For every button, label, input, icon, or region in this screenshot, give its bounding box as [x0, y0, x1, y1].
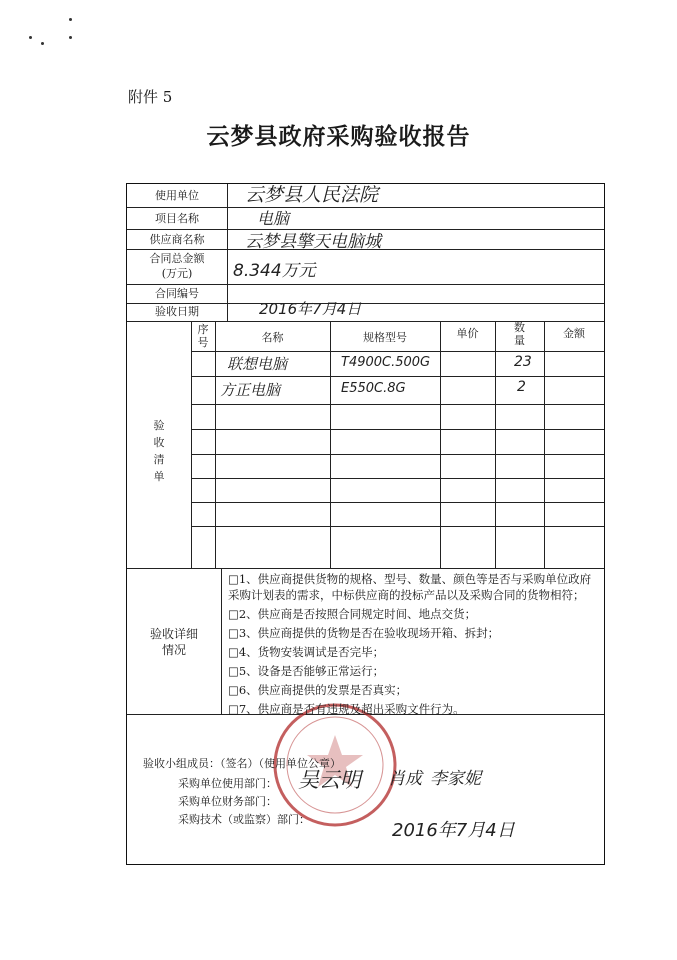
- criterion-7: □7、供应商是否有违规及超出采购文件行为。: [228, 702, 465, 716]
- scan-speck: [69, 36, 72, 39]
- signer-2-signature: 肖成: [388, 769, 422, 789]
- signer-1-signature: 吴云明: [298, 768, 361, 792]
- document-title: 云梦县政府采购验收报告: [206, 123, 471, 150]
- contract-amount-unit-label: (万元): [161, 267, 193, 280]
- signer-3-signature: 李家妮: [430, 769, 481, 789]
- user-unit-label: 使用单位: [155, 189, 199, 202]
- column-header-qty: 数 量: [514, 321, 525, 347]
- criterion-6: □6、供应商提供的发票是否真实；: [228, 683, 408, 697]
- acceptance-date-label: 验收日期: [155, 305, 199, 318]
- signature-date: 2016年7月4日: [392, 820, 515, 841]
- supplier-name-value: 云梦县擎天电脑城: [245, 232, 381, 252]
- dept-use-label: 采购单位使用部门：: [178, 777, 277, 790]
- column-header-amount: 金额: [563, 327, 585, 340]
- user-unit-value: 云梦县人民法院: [245, 184, 379, 206]
- project-name-label: 项目名称: [155, 212, 199, 225]
- row-1-qty: 23: [514, 354, 532, 370]
- members-signature-label: 验收小组成员：（签名）（使用单位公章）: [143, 757, 341, 770]
- column-header-spec: 规格型号: [363, 331, 407, 344]
- scan-speck: [29, 36, 32, 39]
- column-header-unit-price: 单价: [456, 327, 479, 340]
- column-header-name: 名称: [261, 331, 284, 344]
- scan-speck: [41, 42, 44, 45]
- project-name-value: 电脑: [257, 209, 290, 228]
- contract-amount-label: 合同总金额: [149, 252, 205, 265]
- contract-number-label: 合同编号: [155, 287, 199, 300]
- row-2-qty: 2: [517, 379, 526, 395]
- scan-speck: [69, 18, 72, 21]
- row-1-name: 联想电脑: [227, 355, 288, 373]
- row-1-spec: T4900C.500G: [341, 355, 431, 370]
- details-section-label: 验收详细 情况: [149, 627, 198, 657]
- inventory-section-label: 验 收 清 单: [153, 419, 165, 483]
- row-2-spec: E550C.8G: [341, 381, 406, 396]
- column-header-seq: 序 号: [197, 323, 209, 349]
- attachment-label: 附件 5: [128, 88, 173, 106]
- dept-finance-label: 采购单位财务部门：: [178, 795, 277, 808]
- criterion-5: □5、设备是否能够正常运行；: [228, 664, 385, 678]
- supplier-name-label: 供应商名称: [149, 233, 205, 246]
- criterion-2: □2、供应商是否按照合同规定时间、地点交货；: [228, 607, 477, 621]
- acceptance-date-value: 2016年7月4日: [259, 300, 362, 318]
- criterion-4: □4、货物安装调试是否完毕；: [228, 645, 385, 659]
- dept-tech-label: 采购技术（或监察）部门：: [178, 813, 310, 826]
- row-2-name: 方正电脑: [220, 381, 281, 399]
- criterion-1-line-1: □1、供应商提供货物的规格、型号、数量、颜色等是否与采购单位政府: [228, 572, 592, 586]
- criterion-3: □3、供应商提供的货物是否在验收现场开箱、拆封；: [228, 626, 500, 640]
- criterion-1-line-2: 采购计划表的需求，中标供应商的投标产品以及采购合同的货物相符；: [228, 588, 585, 602]
- contract-amount-value: 8.344万元: [233, 261, 316, 281]
